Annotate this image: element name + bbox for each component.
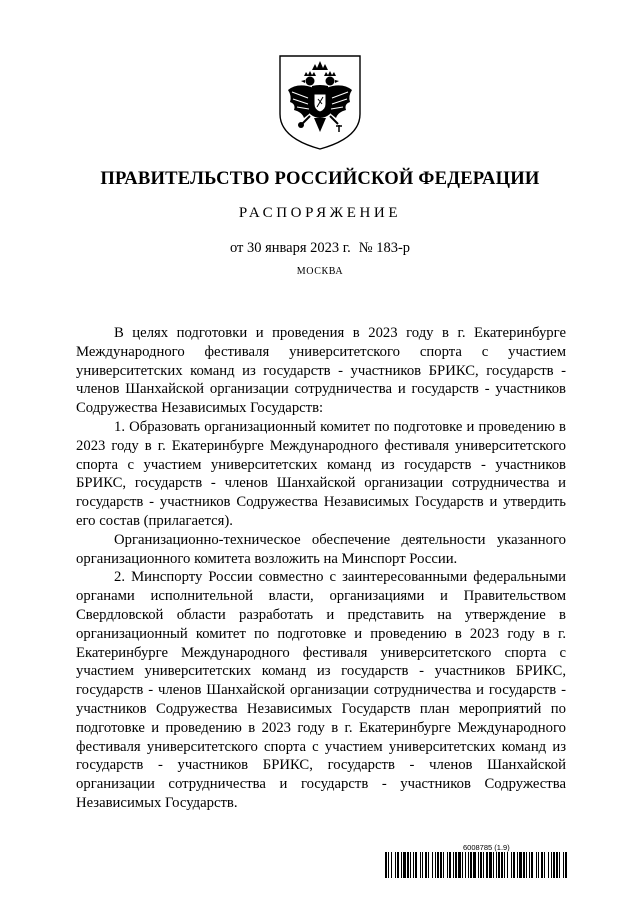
document-body — [76, 324, 566, 813]
barcode-icon — [385, 852, 569, 878]
document-type: РАСПОРЯЖЕНИЕ — [238, 205, 402, 221]
paragraph-item-1-note: Организационно-техническое обеспечение деятельности указанного организационного комитета возложить на Минспорт России. — [76, 531, 566, 567]
paragraph-item-2: 2. Минспорту России совместно с заинтересованными федеральными органами исполнительной власти, организациями и Правительством Свердловской области разработать и представить на утверждение в организационный комитет по подготовке и проведению в 2023 году в г. Екатеринбурге Международного фестиваля университетского спорта с участием университетских команд из государств - участников БРИКС, государств - членов Шанхайской организации сотрудничества и государств - участников Содружества Независимых Государств план мероприятий по подготовке и проведению в 2023 году в г. Екатеринбурге Международного фестиваля университетского спорта с участием университетских команд из государств - участников БРИКС, государств - членов Шанхайской организации сотрудничества и государств - участников Содружества Независимых Государств. — [76, 569, 566, 811]
paragraph-preamble: В целях подготовки и проведения в 2023 году в г. Екатеринбурге Международного фестиваля университетского спорта с участием университетских команд из государств - участников БРИКС, государств - членов Шанхайской организации сотрудничества и государств - участников Содружества Независимых Государств: — [76, 325, 566, 417]
barcode-number: 6008785 (1.9) — [463, 843, 510, 852]
organization-title: ПРАВИТЕЛЬСТВО РОССИЙСКОЙ ФЕДЕРАЦИИ — [100, 168, 540, 189]
russian-coat-of-arms-icon — [274, 52, 366, 152]
document-number: № 183-р — [358, 240, 411, 256]
document-date: от 30 января 2023 г. — [229, 240, 351, 256]
date-line — [0, 240, 640, 257]
paragraph-item-1: 1. Образовать организационный комитет по подготовке и проведению в 2023 году в г. Екатеринбурге Международного фестиваля университетского спорта с участием университетских команд из государств - участников БРИКС, государств - членов Шанхайской организации сотрудничества и государств - участников Содружества Независимых Государств и утвердить его состав (прилагается). — [76, 418, 566, 529]
city: МОСКВА — [296, 266, 344, 277]
